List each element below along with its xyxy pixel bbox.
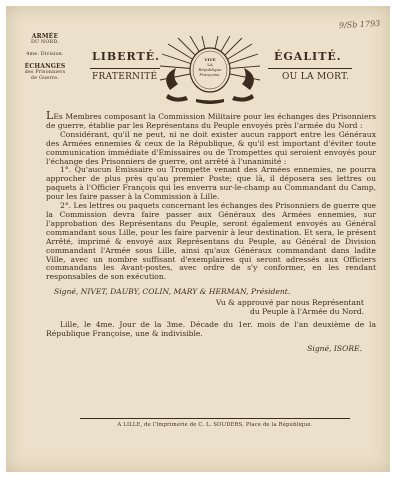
vignette-line: Françoise. <box>199 72 221 77</box>
motto-divider <box>90 68 160 69</box>
intro-paragraph <box>46 109 376 131</box>
footer-rule <box>80 418 350 419</box>
side-heading-line: DU NORD. <box>31 40 59 45</box>
side-heading-line: de Guerre. <box>30 76 60 81</box>
approval-line: du Peuple à l'Armée du Nord. <box>250 307 364 317</box>
side-heading-line: 4me. Division. <box>26 52 64 57</box>
vignette-line: VIVE <box>204 57 216 62</box>
representative-signature: Signé, ISORE. <box>307 343 362 353</box>
approval-line: Vu & approuvé par nous Représentant <box>215 298 364 308</box>
article-2: 2°. Les lettres ou paquets concernant les échanges des Prisonniers de guerre que la Commission devra faire passer aux Généraux des Armées ennemies, sur l'approbation des Représentans du Peuple, seront également envoyés au Général commandant sous Lille, pour les faire parvenir à leur destination. Et sera, le présent Arrêté, imprimé & envoyé aux Représentans du Peuple, au Général de Division commandant l'Armée sous Lille, ainsi qu'aux Généraux commandant dans ladite Ville, avec un nombre suffisant d'exemplaires qui seront adressés aux Officiers commandans les Avant-postes, avec ordre de s'y conformer, en les rendant responsables de son exécution. <box>46 201 376 282</box>
side-heading-line: ÉCHANGES <box>24 63 66 70</box>
vignette-line: LA <box>207 62 213 67</box>
motto-ou-la-mort: OU LA MORT. <box>282 72 350 82</box>
republican-vignette <box>156 36 264 106</box>
handwritten-annotation: 9/Sb 1793 <box>338 18 381 31</box>
date-line: Lille, le 4me. Jour de la 3me. Décade du 1er. mois de l'an deuxième de la République Françoise, une & indivisible. <box>46 319 376 338</box>
motto-liberte: LIBERTÉ. <box>92 50 160 63</box>
commission-signatures: Signé, NIVET, DAUBY, COLIN, MARY & HERMAN, Président. <box>54 287 291 297</box>
side-heading <box>20 34 70 82</box>
article-1: 1°. Qu'aucun Emissaire ou Trompette venant des Armées ennemies, ne pourra approcher de plus près qu'au premier Poste; que là, il déposera ses lettres ou paquets à l'Officier François qui les enverra sur-le-champ au Commandant du Camp, pour les faire passer à la Commission à Lille. <box>46 165 376 202</box>
considerant-paragraph: Considérant, qu'il ne peut, ni ne doit exister aucun rapport entre les Généraux des Armées ennemies & ceux de la République, & qu'il est important d'éviter toute communication immédiate d'Emissaires ou de Trompettes qui seroient envoyés pour l'échange des Prisonniers de guerre, ont arrêté à l'unanimité : <box>46 129 376 166</box>
document-sheet <box>6 6 390 472</box>
side-heading-line: ARMÉE <box>31 33 59 40</box>
decree-body <box>46 109 376 354</box>
vignette-line: République <box>198 67 222 72</box>
motto-fraternite: FRATERNITÉ <box>92 72 158 82</box>
motto-egalite: ÉGALITÉ. <box>274 50 342 63</box>
motto-divider <box>268 68 352 69</box>
intro-text: Es Membres composant la Commission Militaire pour les échanges des Prisonniers de guerre, établie par les Représentans du Peuple envoyés près l'armée du Nord : <box>46 112 376 130</box>
printer-imprint: A LILLE, de l'Imprimerie de C. L. SOUDERS, Place de la République. <box>117 422 313 428</box>
side-heading-line: des Prisonniers <box>24 70 66 75</box>
drop-capital: L <box>46 109 54 122</box>
